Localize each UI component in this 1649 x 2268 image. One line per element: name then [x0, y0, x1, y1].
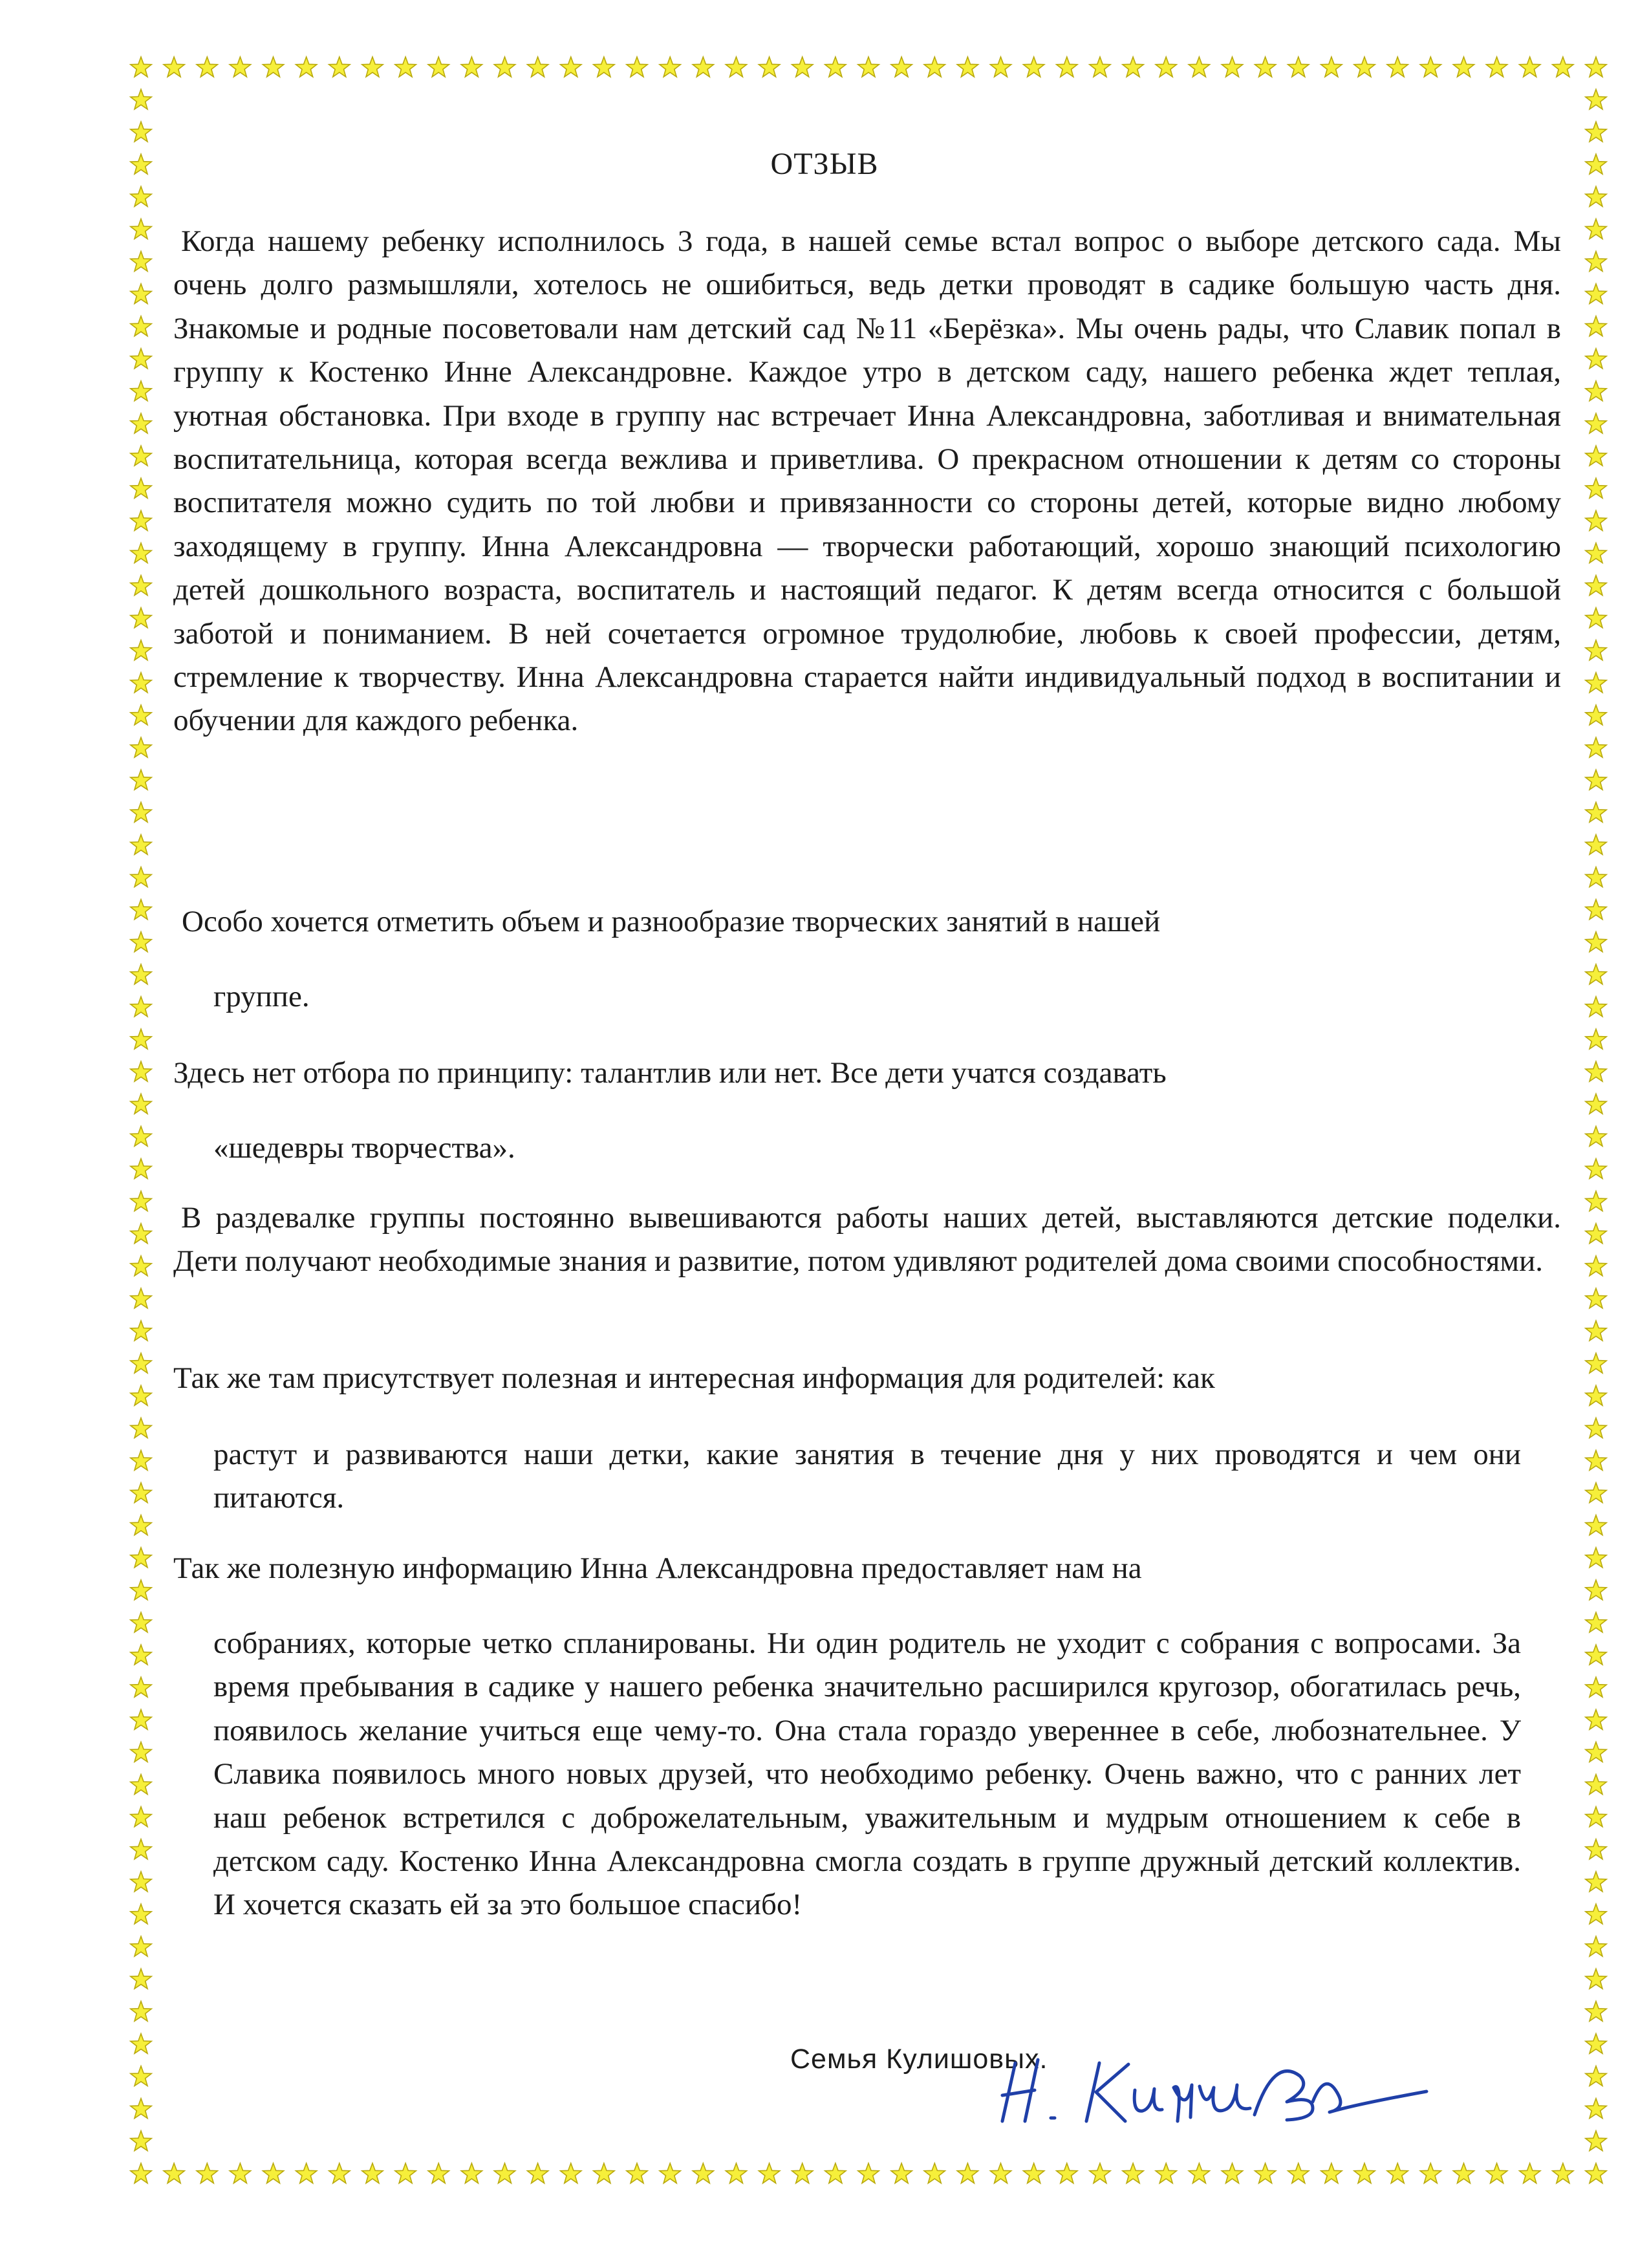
star-icon: [461, 57, 482, 77]
star-icon: [1156, 57, 1176, 77]
paragraph-info-cont: растут и развиваются наши детки, какие занятия в течение дня у них проводятся и чем они питаются.: [213, 1438, 1521, 1515]
star-icon: [858, 57, 879, 77]
star-icon: [825, 2163, 846, 2183]
star-icon: [1123, 2163, 1143, 2183]
star-icon: [131, 673, 151, 693]
star-icon: [1553, 2163, 1573, 2183]
star-icon: [1586, 446, 1606, 466]
star-icon: [131, 1385, 151, 1405]
star-icon: [263, 57, 283, 77]
star-icon: [1586, 964, 1606, 984]
star-icon: [1586, 413, 1606, 433]
star-icon: [230, 2163, 250, 2183]
star-icon: [329, 2163, 350, 2183]
star-icon: [131, 543, 151, 563]
star-icon: [1586, 1061, 1606, 1081]
star-icon: [131, 1029, 151, 1049]
star-icon: [660, 57, 680, 77]
handwritten-signature: [989, 2050, 1442, 2134]
star-icon: [131, 1548, 151, 1568]
star-icon: [1520, 2163, 1540, 2183]
star-icon: [1586, 1418, 1606, 1438]
star-icon: [594, 2163, 614, 2183]
star-icon: [1586, 478, 1606, 498]
star-icon: [131, 737, 151, 757]
star-icon: [131, 1061, 151, 1081]
star-icon: [131, 1127, 151, 1147]
star-icon: [1420, 57, 1441, 77]
star-icon: [660, 2163, 680, 2183]
star-icon: [131, 1288, 151, 1308]
star-icon: [1586, 770, 1606, 790]
star-icon: [1586, 1483, 1606, 1503]
star-icon: [561, 57, 581, 77]
star-icon: [1586, 1969, 1606, 1989]
paragraph-no-selection: Здесь нет отбора по принципу: талантлив или нет. Все дети учатся создавать: [173, 1056, 1167, 1090]
star-icon: [230, 57, 250, 77]
star-icon: [594, 57, 614, 77]
star-icon: [1586, 737, 1606, 757]
star-icon: [1387, 57, 1408, 77]
star-icon: [1156, 2163, 1176, 2183]
paragraph-intro: Когда нашему ребенку исполнилось 3 года, в нашей семье встал вопрос о выборе детского сада. Мы очень долго размышляли, хотелось не ошибиться, ведь детки проводят в садике большую часть дня. Знакомые и родные посоветовали нам детский сад №11 «Берёзка». Мы очень рады, что Славик попал в группу к Костенко Инне Александровне. Каждое утро в детском саду, нашего ребенка ждет теплая, уютная обстановка. При входе в группу нас встречает Инна Александровна, заботливая и внимательная воспитательница, которая всегда вежлива и приветлива. О прекрасном отношении к детям со стороны воспитателя можно судить по той любви и привязанности со стороны детей, которые видно любому заходящему в группу. Инна Александровна — творчески работающий, хорошо знающий психологию детей дошкольного возраста, воспитатель и настоящий педагог. К детям всегда относится с большой заботой и пониманием. В ней сочетается огромное трудолюбие, любовь к своей профессии, детям, стремление к творчеству. Инна Александровна старается найти индивидуальный подход в воспитании и обучении для каждого ребенка.: [173, 224, 1561, 738]
paragraph-activities: Особо хочется отметить объем и разнообразие творческих занятий в нашей: [182, 905, 1161, 938]
star-icon: [1586, 89, 1606, 109]
star-icon: [1586, 1029, 1606, 1049]
star-icon: [1586, 1612, 1606, 1632]
star-icon: [1354, 2163, 1375, 2183]
star-icon: [1024, 2163, 1044, 2183]
star-icon: [627, 57, 647, 77]
star-icon: [362, 2163, 383, 2183]
star-icon: [131, 349, 151, 369]
star-icon: [891, 2163, 912, 2183]
star-icon: [131, 608, 151, 628]
star-icon: [131, 867, 151, 887]
star-icon: [693, 57, 713, 77]
star-icon: [131, 835, 151, 855]
star-icon: [131, 1645, 151, 1665]
star-icon: [131, 1418, 151, 1438]
star-icon: [494, 57, 515, 77]
star-icon: [1090, 57, 1110, 77]
star-icon: [1420, 2163, 1441, 2183]
star-icon: [1586, 1159, 1606, 1179]
star-icon: [131, 252, 151, 272]
star-icon: [990, 2163, 1011, 2183]
star-icon: [131, 1969, 151, 1989]
star-icon: [395, 2163, 416, 2183]
star-icon: [1354, 57, 1375, 77]
star-icon: [1586, 1904, 1606, 1924]
star-icon: [1586, 1839, 1606, 1859]
star-icon: [1586, 932, 1606, 952]
star-icon: [825, 57, 846, 77]
star-icon: [131, 1224, 151, 1244]
star-icon: [164, 57, 184, 77]
star-icon: [131, 2099, 151, 2119]
star-icon: [428, 57, 449, 77]
star-icon: [131, 2034, 151, 2054]
star-icon: [759, 57, 779, 77]
star-icon: [131, 1904, 151, 1924]
star-icon: [131, 316, 151, 336]
page-title: ОТЗЫВ: [770, 147, 879, 181]
star-icon: [131, 478, 151, 498]
star-icon: [131, 219, 151, 239]
star-icon: [726, 2163, 746, 2183]
star-icon: [1586, 2034, 1606, 2054]
star-icon: [1486, 2163, 1507, 2183]
star-icon: [1586, 252, 1606, 272]
star-icon: [1553, 57, 1573, 77]
star-icon: [131, 2066, 151, 2086]
star-icon: [1288, 57, 1309, 77]
star-icon: [1586, 2099, 1606, 2119]
star-icon: [1586, 1645, 1606, 1665]
star-icon: [131, 1451, 151, 1471]
star-icon: [1586, 1224, 1606, 1244]
star-icon: [1586, 1710, 1606, 1730]
star-icon: [1222, 2163, 1242, 2183]
star-icon: [461, 2163, 482, 2183]
star-icon: [1586, 705, 1606, 725]
star-icon: [131, 1353, 151, 1373]
star-icon: [1586, 576, 1606, 596]
star-icon: [131, 1612, 151, 1632]
star-icon: [131, 640, 151, 660]
star-icon: [131, 576, 151, 596]
star-icon: [1586, 1580, 1606, 1600]
star-icon: [1586, 1677, 1606, 1697]
star-icon: [1520, 57, 1540, 77]
star-icon: [131, 1094, 151, 1114]
star-icon: [1586, 1775, 1606, 1795]
star-icon: [528, 57, 548, 77]
star-icon: [1586, 640, 1606, 660]
star-icon: [1586, 1515, 1606, 1535]
paragraph-info: Так же там присутствует полезная и интересная информация для родителей: как: [173, 1361, 1215, 1395]
star-icon: [131, 964, 151, 984]
star-icon: [924, 2163, 945, 2183]
star-icon: [1586, 1191, 1606, 1211]
star-icon: [1586, 997, 1606, 1017]
star-icon: [1586, 1288, 1606, 1308]
star-icon: [131, 1515, 151, 1535]
star-icon: [1057, 57, 1077, 77]
star-icon: [131, 1839, 151, 1859]
star-icon: [1586, 867, 1606, 887]
star-icon: [1586, 1548, 1606, 1568]
star-icon: [131, 1256, 151, 1276]
star-icon: [131, 511, 151, 531]
star-icon: [1453, 57, 1474, 77]
star-icon: [1586, 608, 1606, 628]
star-icon: [1189, 57, 1209, 77]
star-icon: [131, 1872, 151, 1892]
star-icon: [990, 57, 1011, 77]
star-icon: [1586, 2131, 1606, 2151]
star-icon: [1586, 1872, 1606, 1892]
star-icon: [296, 57, 317, 77]
star-icon: [395, 57, 416, 77]
star-icon: [1586, 186, 1606, 206]
star-icon: [1321, 57, 1342, 77]
star-icon: [561, 2163, 581, 2183]
star-icon: [131, 1321, 151, 1341]
star-icon: [1255, 57, 1276, 77]
paragraph-cloakroom: В раздевалке группы постоянно вывешиваются работы наших детей, выставляются детские поделки. Дети получают необходимые знания и развитие, потом удивляют родителей дома своими способностями.: [173, 1201, 1561, 1279]
star-icon: [131, 900, 151, 920]
star-icon: [131, 803, 151, 823]
star-icon: [1586, 835, 1606, 855]
paragraph-meetings: Так же полезную информацию Инна Александровна предоставляет нам на: [173, 1551, 1142, 1585]
star-icon: [1586, 1127, 1606, 1147]
star-icon: [131, 89, 151, 109]
star-icon: [131, 1775, 151, 1795]
star-icon: [131, 1807, 151, 1827]
paragraph-no-selection-cont: «шедевры творчества».: [213, 1131, 515, 1165]
star-icon: [1586, 2163, 1606, 2183]
star-icon: [131, 413, 151, 433]
star-icon: [792, 57, 813, 77]
star-icon: [131, 1936, 151, 1956]
star-icon: [1586, 1094, 1606, 1114]
star-icon: [131, 57, 151, 77]
star-icon: [1586, 803, 1606, 823]
star-icon: [1586, 673, 1606, 693]
star-icon: [131, 1159, 151, 1179]
star-icon: [1586, 1742, 1606, 1762]
star-icon: [1586, 1353, 1606, 1373]
star-icon: [1222, 57, 1242, 77]
star-icon: [1586, 381, 1606, 401]
star-icon: [131, 381, 151, 401]
star-icon: [924, 57, 945, 77]
star-icon: [1586, 2066, 1606, 2086]
star-icon: [1024, 57, 1044, 77]
star-icon: [131, 932, 151, 952]
star-icon: [1453, 2163, 1474, 2183]
star-icon: [131, 1677, 151, 1697]
star-icon: [1586, 1807, 1606, 1827]
star-icon: [131, 186, 151, 206]
star-icon: [131, 2131, 151, 2151]
star-icon: [131, 2163, 151, 2183]
star-icon: [759, 2163, 779, 2183]
star-icon: [197, 57, 217, 77]
star-icon: [792, 2163, 813, 2183]
star-icon: [1057, 2163, 1077, 2183]
star-icon: [726, 57, 746, 77]
star-icon: [957, 2163, 978, 2183]
paragraph-meetings-cont: собраниях, которые четко спланированы. Ни один родитель не уходит с собрания с вопросами. За время пребывания в садике у нашего ребенка значительно расширился кругозор, обогатилась речь, появилось желание учиться еще чему-то. Она стала гораздо увереннее в себе, любознательнее. У Славика появилось много новых друзей, что необходимо ребенку. Очень важно, что с ранних лет наш ребенок встретился с доброжелательным, уважительным и мудрым отношением к себе в детском саду. Костенко Инна Александровна смогла создать в группе дружный детский коллектив. И хочется сказать ей за это большое спасибо!: [213, 1626, 1521, 1922]
star-icon: [1090, 2163, 1110, 2183]
star-icon: [362, 57, 383, 77]
star-icon: [1586, 1256, 1606, 1276]
star-icon: [1586, 122, 1606, 142]
star-icon: [131, 446, 151, 466]
star-icon: [1586, 219, 1606, 239]
star-icon: [131, 1580, 151, 1600]
star-icon: [1586, 543, 1606, 563]
star-icon: [1586, 349, 1606, 369]
star-icon: [1321, 2163, 1342, 2183]
star-icon: [131, 1710, 151, 1730]
star-icon: [1255, 2163, 1276, 2183]
star-icon: [1288, 2163, 1309, 2183]
star-icon: [528, 2163, 548, 2183]
family-signature: Семья Кулишовых.: [790, 2044, 1048, 2075]
star-icon: [329, 57, 350, 77]
star-icon: [1586, 57, 1606, 77]
star-icon: [1586, 1321, 1606, 1341]
star-icon: [1586, 284, 1606, 304]
star-icon: [164, 2163, 184, 2183]
star-icon: [1189, 2163, 1209, 2183]
star-icon: [263, 2163, 283, 2183]
star-icon: [131, 2002, 151, 2022]
star-icon: [1586, 511, 1606, 531]
star-icon: [131, 770, 151, 790]
star-icon: [428, 2163, 449, 2183]
star-icon: [627, 2163, 647, 2183]
star-icon: [1586, 900, 1606, 920]
star-icon: [891, 57, 912, 77]
star-icon: [131, 122, 151, 142]
star-icon: [131, 284, 151, 304]
star-icon: [131, 1742, 151, 1762]
star-icon: [693, 2163, 713, 2183]
star-icon: [494, 2163, 515, 2183]
star-icon: [1486, 57, 1507, 77]
star-icon: [957, 57, 978, 77]
star-icon: [131, 705, 151, 725]
star-icon: [1123, 57, 1143, 77]
star-icon: [1387, 2163, 1408, 2183]
star-icon: [1586, 316, 1606, 336]
star-icon: [1586, 1936, 1606, 1956]
star-icon: [1586, 1451, 1606, 1471]
star-icon: [296, 2163, 317, 2183]
star-icon: [131, 1483, 151, 1503]
star-icon: [1586, 2002, 1606, 2022]
star-icon: [131, 997, 151, 1017]
paragraph-activities-cont: группе.: [213, 980, 310, 1013]
star-icon: [197, 2163, 217, 2183]
star-icon: [1586, 1385, 1606, 1405]
star-icon: [131, 1191, 151, 1211]
star-icon: [858, 2163, 879, 2183]
